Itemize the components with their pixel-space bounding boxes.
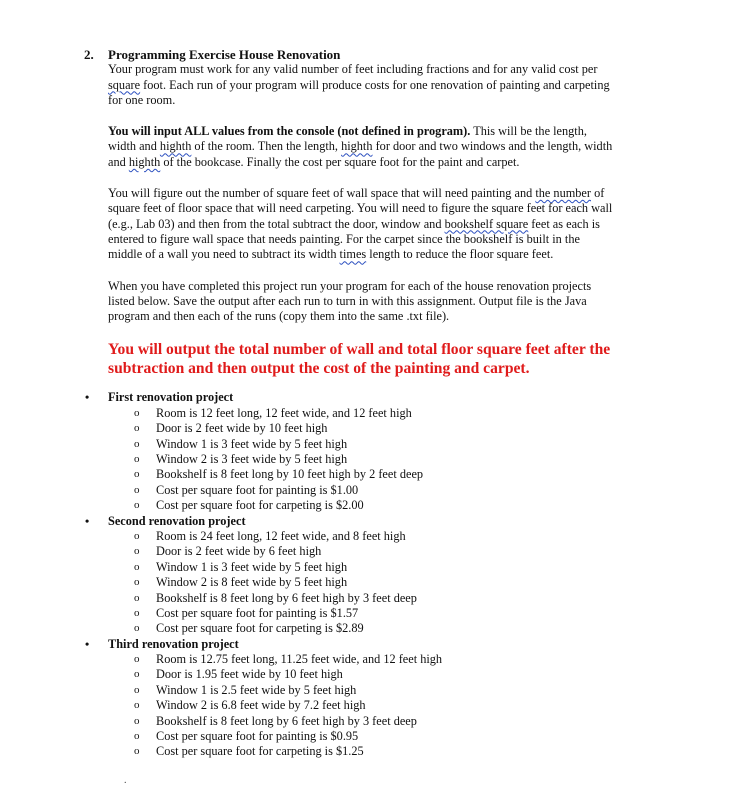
text-line	[108, 139, 664, 154]
bullet-icon: •	[85, 513, 90, 528]
item-text: Room is 12.75 feet long, 11.25 feet wide, and 12 feet high	[156, 652, 443, 667]
spell-flag: the number	[535, 186, 591, 201]
project-title-row	[85, 513, 664, 529]
spell-flag: bookshelf square	[444, 216, 529, 231]
spell-flag: square	[108, 77, 141, 92]
item-text: Cost per square foot for carpeting is $2.89	[156, 621, 364, 636]
item-text: Window 1 is 2.5 feet wide by 5 feet high	[156, 682, 357, 697]
text-span: length to reduce the floor square feet.	[366, 247, 554, 262]
item-text: Bookshelf is 8 feet long by 10 feet high by 2 feet deep	[156, 467, 424, 482]
text-span: This will be the length,	[470, 124, 587, 139]
spell-flag: times	[339, 247, 367, 262]
item-text: Window 2 is 6.8 feet wide by 7.2 feet high	[156, 698, 366, 713]
circle-bullet-icon: o	[134, 668, 140, 681]
list-item	[108, 591, 664, 606]
circle-bullet-icon: o	[134, 606, 140, 619]
circle-bullet-icon: o	[134, 453, 140, 466]
text-span: of the bookcase. Finally the cost per square foot for the paint and carpet.	[160, 154, 520, 169]
list-item	[108, 621, 664, 636]
text-line: program and then each of the runs (copy them into the same .txt file).	[108, 309, 450, 324]
list-item	[108, 652, 664, 667]
bullet-icon: •	[85, 390, 90, 405]
list-item	[108, 744, 664, 759]
stray-mark: .	[124, 775, 127, 786]
item-text: Door is 1.95 feet wide by 10 feet high	[156, 667, 343, 682]
circle-bullet-icon: o	[134, 622, 140, 635]
list-item	[108, 606, 664, 621]
list-item	[108, 452, 664, 467]
circle-bullet-icon: o	[134, 545, 140, 558]
list-item	[108, 729, 664, 744]
text-line: for one room.	[108, 92, 176, 107]
text-line	[108, 217, 664, 232]
project-title-row	[85, 636, 664, 652]
item-text: Room is 24 feet long, 12 feet wide, and 8 feet high	[156, 528, 406, 543]
item-text: Cost per square foot for painting is $1.57	[156, 605, 359, 620]
list-item	[108, 544, 664, 559]
spell-flag: highth	[159, 139, 192, 154]
circle-bullet-icon: o	[134, 437, 140, 450]
list-item	[108, 421, 664, 436]
text-span: foot. Each run of your program will produce costs for one renovation of painting and carpeting	[140, 77, 610, 92]
list-item	[108, 529, 664, 544]
section-title: Programming Exercise House Renovation	[108, 47, 341, 62]
spell-flag: highth	[341, 139, 373, 154]
project-title: Third renovation project	[108, 636, 239, 651]
list-item	[108, 437, 664, 452]
text-line	[108, 186, 664, 201]
item-text: Bookshelf is 8 feet long by 6 feet high by 3 feet deep	[156, 590, 417, 605]
text-span: middle of a wall you need to subtract its width	[108, 247, 340, 262]
bold-instruction: You will input ALL values from the console (not defined in program).	[108, 124, 471, 139]
text-line: entered to figure wall space that needs painting. For the carpet since the bookshelf is built in the	[108, 231, 580, 246]
text-span: and	[108, 154, 129, 169]
project-3	[85, 636, 664, 760]
section-content	[85, 47, 664, 760]
project-1	[85, 390, 664, 513]
list-item	[108, 560, 664, 575]
item-text: Cost per square foot for carpeting is $1.25	[156, 744, 364, 759]
list-item	[108, 498, 664, 513]
item-text: Bookshelf is 8 feet long by 6 feet high by 3 feet deep	[156, 713, 417, 728]
text-line	[108, 124, 664, 139]
item-text: Window 2 is 8 feet wide by 5 feet high	[156, 575, 348, 590]
circle-bullet-icon: o	[134, 406, 140, 419]
intro-paragraph-1	[108, 62, 664, 108]
text-span: (e.g., Lab 03) and then from the total subtract the door, window and	[108, 216, 445, 231]
list-item	[108, 714, 664, 729]
circle-bullet-icon: o	[134, 483, 140, 496]
text-span: of	[591, 186, 605, 201]
intro-paragraph-2	[108, 124, 664, 170]
item-text: Door is 2 feet wide by 6 feet high	[156, 544, 322, 559]
list-item	[108, 667, 664, 682]
projects-list	[85, 390, 664, 759]
output-requirement-notice	[108, 340, 664, 378]
circle-bullet-icon: o	[134, 699, 140, 712]
project-details	[108, 652, 664, 760]
project-title: First renovation project	[108, 390, 234, 405]
project-title-row	[85, 390, 664, 405]
list-item	[108, 698, 664, 713]
text-span: of the room. Then the length,	[191, 139, 342, 154]
item-text: Cost per square foot for painting is $0.95	[156, 729, 359, 744]
text-span: feet as each is	[528, 216, 600, 231]
text-line	[108, 247, 664, 262]
project-2	[85, 513, 664, 637]
circle-bullet-icon: o	[134, 468, 140, 481]
circle-bullet-icon: o	[134, 653, 140, 666]
circle-bullet-icon: o	[134, 745, 140, 758]
text-span: You will figure out the number of square feet of wall space that will need painting and	[108, 186, 536, 201]
spell-flag: highth	[128, 154, 161, 169]
circle-bullet-icon: o	[134, 683, 140, 696]
intro-paragraph-4	[108, 279, 664, 325]
section-number: 2.	[84, 47, 94, 62]
item-text: Cost per square foot for painting is $1.00	[156, 482, 359, 497]
circle-bullet-icon: o	[134, 529, 140, 542]
notice-line: You will output the total number of wall and total floor square feet after the	[108, 341, 611, 359]
item-text: Room is 12 feet long, 12 feet wide, and 12 feet high	[156, 405, 412, 420]
item-text: Window 2 is 3 feet wide by 5 feet high	[156, 452, 348, 467]
circle-bullet-icon: o	[134, 499, 140, 512]
circle-bullet-icon: o	[134, 576, 140, 589]
list-item	[108, 467, 664, 482]
circle-bullet-icon: o	[134, 422, 140, 435]
project-title: Second renovation project	[108, 513, 246, 528]
notice-line: subtraction and then output the cost of the painting and carpet.	[108, 360, 530, 378]
item-text: Door is 2 feet wide by 10 feet high	[156, 421, 328, 436]
project-details	[108, 529, 664, 637]
list-item	[108, 483, 664, 498]
list-item	[108, 406, 664, 421]
circle-bullet-icon: o	[134, 730, 140, 743]
text-line: When you have completed this project run your program for each of the house renovation projects	[108, 278, 592, 293]
text-line: listed below. Save the output after each run to turn in with this assignment. Output file is the Java	[108, 293, 587, 308]
text-line: Your program must work for any valid number of feet including fractions and for any valid cost per	[108, 62, 598, 77]
circle-bullet-icon: o	[134, 591, 140, 604]
text-span: width and	[108, 139, 160, 154]
circle-bullet-icon: o	[134, 560, 140, 573]
bullet-icon: •	[85, 636, 90, 651]
list-item	[108, 683, 664, 698]
item-text: Window 1 is 3 feet wide by 5 feet high	[156, 436, 348, 451]
list-item	[108, 575, 664, 590]
text-line	[108, 78, 664, 93]
project-details	[108, 406, 664, 514]
item-text: Window 1 is 3 feet wide by 5 feet high	[156, 559, 348, 574]
text-line: square feet of floor space that will need carpeting. You will need to figure the square feet for each wall	[108, 201, 613, 216]
item-text: Cost per square foot for carpeting is $2.00	[156, 498, 364, 513]
intro-paragraph-3	[108, 186, 664, 262]
text-line	[108, 155, 664, 170]
circle-bullet-icon: o	[134, 714, 140, 727]
text-span: for door and two windows and the length, width	[372, 139, 613, 154]
